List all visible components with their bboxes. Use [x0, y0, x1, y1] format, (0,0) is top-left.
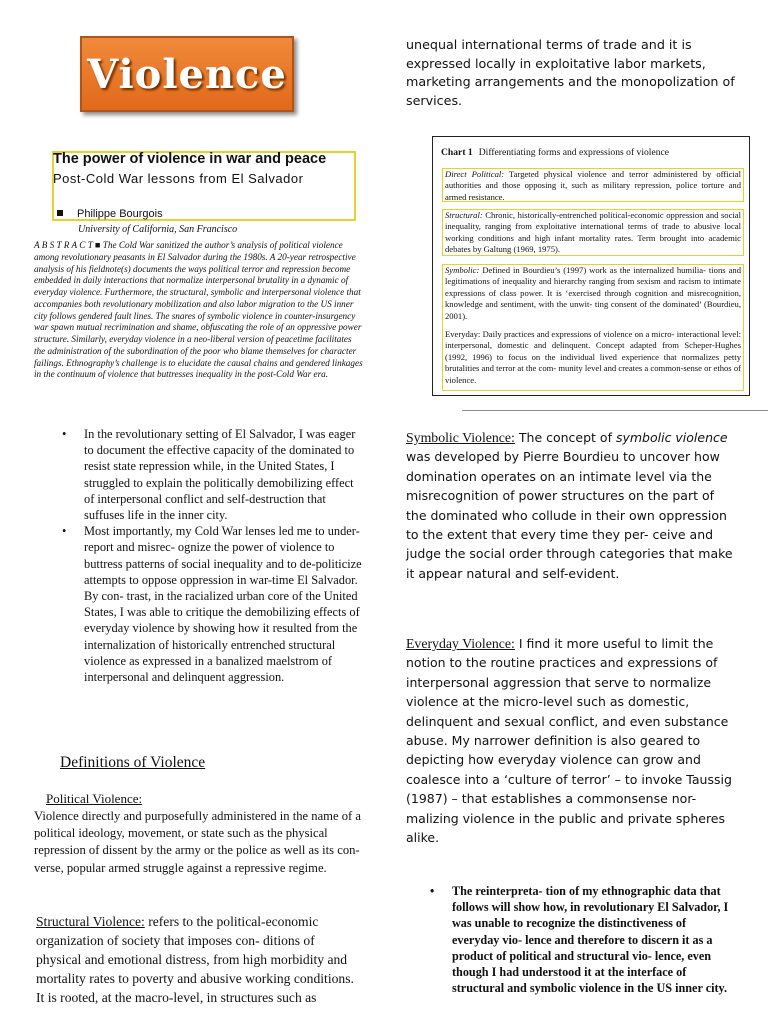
- everyday-violence-paragraph: [406, 634, 736, 847]
- symbolic-violence-heading: Symbolic Violence:: [406, 430, 515, 445]
- chart-text: Targeted physical violence and terror administered by official authorities and those opposing it, such as military repression, police torture and armed resistance.: [445, 169, 741, 202]
- chart-1-box: [432, 136, 750, 396]
- everyday-violence-heading: Everyday Violence:: [406, 636, 515, 651]
- chart-entry-direct-political: [442, 168, 744, 202]
- political-violence-heading: Political Violence:: [46, 791, 143, 806]
- chart-term: Direct Political:: [445, 169, 505, 179]
- structural-violence-heading: Structural Violence:: [36, 914, 145, 929]
- list-item: • Most importantly, my Cold War lenses led me to under-report and misrec- ognize the power of violence to buttress patterns of social inequality and to de-politicize attempts to oppose oppression in war-time El Salvador. By con- trast, in the racialized urban core of the United States, I was able to critique the demobilizing effects of everyday violence by showing how it resulted from the internalization of historically entrenched structural violence as expressed in a banalized maelstrom of interpersonal and delinquent aggression.: [62, 523, 364, 685]
- chart-text-everyday: Everyday: Daily practices and expressions of violence on a micro- interactional level: interpersonal, domestic and delinquent. Concept adapted from Scheper-Hughes (1992, 1996) to focus on the individual lived experience that normalizes petty brutalities and terror at the com- munity level and creates a common-sense or ethos of violence.: [445, 329, 741, 385]
- symbolic-text-b: was developed by Pierre Bourdieu to uncover how domination operates on an intimate level via the misrecognition of power structures on the part of the dominated who collude in their own oppression to the extent that every time they per- ceive and judge the social order through categories that make it appear natural and self-evident.: [406, 449, 733, 581]
- paper-author: [57, 208, 163, 220]
- chart-label: Chart 1: [441, 147, 473, 158]
- symbolic-violence-paragraph: [406, 428, 736, 583]
- chart-entry-symbolic-everyday: [442, 264, 744, 391]
- structural-violence-paragraph: [36, 912, 362, 1007]
- list-item: • The reinterpreta- tion of my ethnographic data that follows will show how, in revolutionary El Salvador, I was unable to recognize the distinctiveness of everyday vio- lence and therefore to discern it as a product of political and structural vio- lence, even though I had understood it at the interface of structural and symbolic violence in the US inner city.: [430, 883, 736, 996]
- chart-title: [441, 147, 669, 158]
- chart-term: Symbolic:: [445, 265, 480, 275]
- political-violence-text: Violence directly and purposefully administered in the name of a political ideology, movement, or state such as the physical repression of dissent by the army or the police as well as its con- verse, popular armed struggle against a repressive regime.: [34, 809, 361, 875]
- title-banner: [80, 36, 294, 112]
- left-bullet-list: [62, 426, 364, 685]
- chart-divider: [462, 410, 768, 411]
- paper-abstract: A B S T R A C T ■ The Cold War sanitized the author’s analysis of political violence among revolutionary peasants in El Salvador during the 1980s. A 20-year retrospective analysis of his fieldnote(s) documents the ways political terror and repression become embedded in daily interactions that normalize interpersonal brutality in a dynamic of everyday violence. Furthermore, the structural, symbolic and interpersonal violence that accompanies both revolutionary mobilization and also labor migration to the US inner city follows gendered fault lines. The snares of symbolic violence in counter-insurgency war spawn mutual recrimination and shame, obfuscating the role of an oppressive power structure. Similarly, everyday violence in a neo-liberal version of peacetime facilitates the administration of the subordination of the poor who blame themselves for character failings. Ethnography’s challenge is to elucidate the causal chains and gendered linkages in the continuum of violence that buttresses inequality in the post-Cold War era.: [34, 240, 363, 380]
- list-item: • In the revolutionary setting of El Salvador, I was eager to document the effective capacity of the dominated to resist state repression while, in the United States, I struggled to explain the politically demobilizing effect of interpersonal conflict and self-destruction that suffuses life in the inner city.: [62, 426, 364, 523]
- paper-subtitle: Post-Cold War lessons from El Salvador: [53, 171, 304, 186]
- symbolic-text-a: The concept of: [514, 430, 616, 445]
- paper-title: The power of violence in war and peace: [53, 151, 327, 167]
- continued-paragraph: unequal international terms of trade and it is expressed locally in exploitative labor markets, marketing arrangements and the monopolization of services.: [406, 37, 735, 108]
- chart-text: Defined in Bourdieu’s (1997) work as the internalized humilia- tions and legitimations of inequality and hierarchy ranging from sexism and racism to intimate expressions of class power. It is ‘exercised through cognition and misrecognition, knowledge and sentiment, with the unwit- ting consent of the dominated’ (Bourdieu, 2001).: [445, 265, 741, 321]
- chart-text: Chronic, historically-entrenched political-economic oppression and social inequality, ranging from exploitative international terms of trade to abusive local working conditions and high infant mortality rates. Term brought into academic debates by Galtung (1969, 1975).: [445, 210, 741, 255]
- square-bullet-icon: [57, 210, 63, 216]
- symbolic-text-em: symbolic violence: [615, 430, 728, 445]
- structural-violence-text: refers to the political-economic organization of society that imposes con- ditions of physical and emotional distress, from high morbidity and mortality rates to poverty and abusive working conditions. It is rooted, at the macro-level, in structures such as: [36, 914, 354, 1005]
- banner-title: Violence: [87, 50, 287, 98]
- author-name: Philippe Bourgois: [77, 208, 163, 220]
- chart-term: Structural:: [445, 210, 483, 220]
- chart-entry-structural: [442, 209, 744, 256]
- definitions-heading: Definitions of Violence: [60, 754, 206, 771]
- everyday-text: I find it more useful to limit the notion to the routine practices and expressions of interpersonal aggression that serve to normalize violence at the micro-level such as domestic, delinquent and sexual conflict, and even substance abuse. My narrower definition is also geared to depicting how everyday violence can grow and coalesce into a ‘culture of terror’ – to invoke Taussig (1987) – that establishes a commonsense nor- malizing violence in the public and private spheres alike.: [406, 636, 732, 846]
- paper-affiliation: University of California, San Francisco: [78, 224, 238, 235]
- right-bullet-list: [430, 883, 736, 996]
- chart-title-text: Differentiating forms and expressions of violence: [478, 147, 670, 158]
